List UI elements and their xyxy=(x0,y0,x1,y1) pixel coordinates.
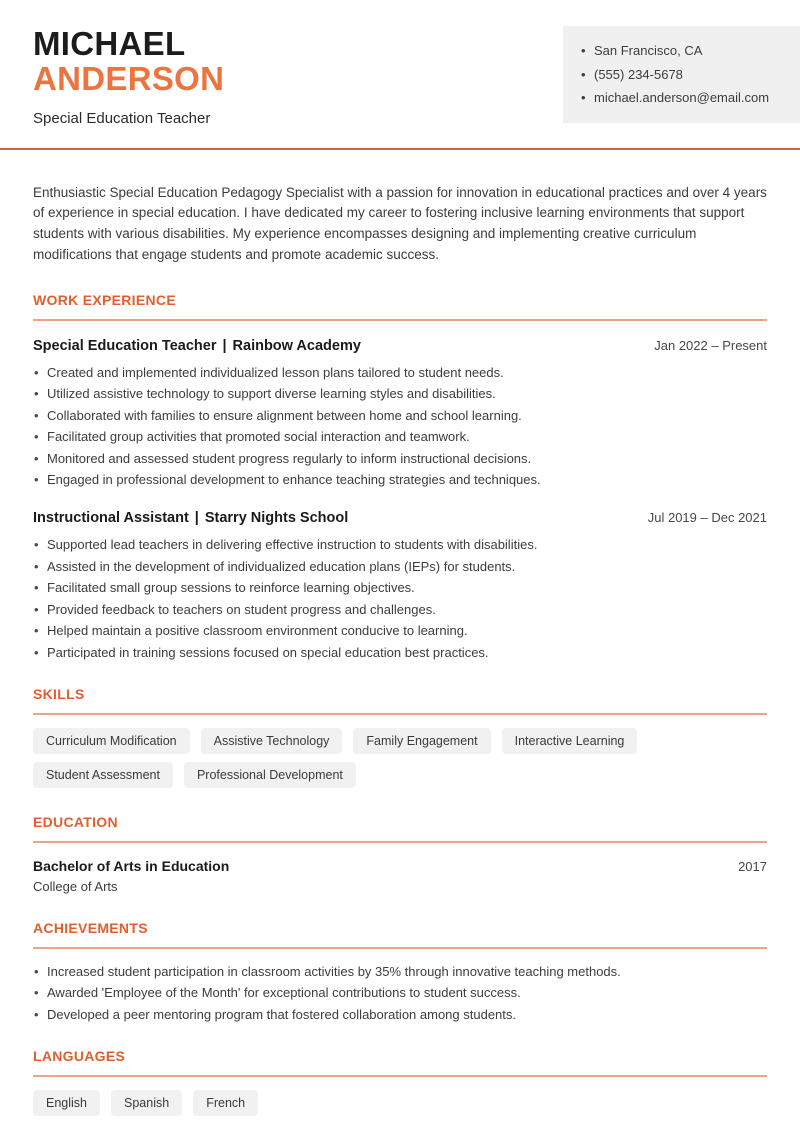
job-bullet-list xyxy=(33,365,767,488)
skills-pill-list xyxy=(33,728,673,788)
job-bullet: • Engaged in professional development to enhance teaching strategies and techniques. xyxy=(33,472,767,487)
job-bullet: • Facilitated small group sessions to reinforce learning objectives. xyxy=(33,580,767,595)
first-name: MICHAEL xyxy=(33,25,186,62)
candidate-name xyxy=(33,26,224,97)
job-title: Special Education Teacher xyxy=(33,337,217,354)
skill-pill: Curriculum Modification xyxy=(33,728,190,754)
skill-pill: Assistive Technology xyxy=(201,728,343,754)
job-bullet-list xyxy=(33,537,767,660)
job-bullet: • Supported lead teachers in delivering effective instruction to students with disabilities. xyxy=(33,537,767,552)
contact-item: • San Francisco, CA xyxy=(581,39,782,63)
resume-body xyxy=(0,183,800,1116)
job-header-row xyxy=(33,338,767,354)
job-bullet: • Participated in training sessions focused on special education best practices. xyxy=(33,645,767,660)
section-education xyxy=(33,814,767,894)
section-work-experience xyxy=(33,292,767,660)
skill-pill: Family Engagement xyxy=(353,728,490,754)
education-entry xyxy=(33,858,767,894)
job-dates: Jan 2022 – Present xyxy=(654,337,767,353)
language-pill: Spanish xyxy=(111,1090,182,1116)
name-block xyxy=(33,26,224,127)
achievements-heading: ACHIEVEMENTS xyxy=(33,920,767,949)
job-company: Starry Nights School xyxy=(204,510,349,527)
education-heading: EDUCATION xyxy=(33,814,767,843)
job-bullet: • Monitored and assessed student progress regularly to inform instructional decisions. xyxy=(33,451,767,466)
contact-card xyxy=(563,26,800,123)
section-achievements xyxy=(33,920,767,1022)
school-name: College of Arts xyxy=(33,878,118,894)
job-entry xyxy=(33,510,767,660)
achievement-bullet: • Increased student participation in classroom activities by 35% through innovative teaching methods. xyxy=(33,964,767,979)
job-title: Instructional Assistant xyxy=(33,510,189,527)
language-pill: French xyxy=(193,1090,258,1116)
skill-pill: Interactive Learning xyxy=(502,728,638,754)
section-languages xyxy=(33,1048,767,1116)
job-entry xyxy=(33,338,767,488)
skills-heading: SKILLS xyxy=(33,686,767,715)
achievement-bullet: • Developed a peer mentoring program that fostered collaboration among students. xyxy=(33,1007,767,1022)
achievement-bullet: • Awarded 'Employee of the Month' for exceptional contributions to student success. xyxy=(33,985,767,1000)
contact-item: • michael.anderson@email.com xyxy=(581,86,782,110)
section-skills xyxy=(33,686,767,788)
job-dates: Jul 2019 – Dec 2021 xyxy=(647,510,767,526)
job-bullet: • Created and implemented individualized lesson plans tailored to student needs. xyxy=(33,365,767,380)
education-header-row xyxy=(33,858,767,874)
job-bullet: • Helped maintain a positive classroom environment conducive to learning. xyxy=(33,623,767,638)
language-pill: English xyxy=(33,1090,100,1116)
header-job-title: Special Education Teacher xyxy=(33,109,211,127)
languages-pill-list xyxy=(33,1090,673,1116)
education-year: 2017 xyxy=(738,858,767,874)
job-title-line xyxy=(33,338,361,354)
resume-header xyxy=(0,0,800,127)
job-bullet: • Utilized assistive technology to support diverse learning styles and disabilities. xyxy=(33,386,767,401)
job-bullet: • Facilitated group activities that promoted social interaction and teamwork. xyxy=(33,429,767,444)
job-bullet: • Collaborated with families to ensure alignment between home and school learning. xyxy=(33,408,767,423)
pipe-separator: | xyxy=(222,337,227,354)
contact-list xyxy=(581,39,782,110)
job-header-row xyxy=(33,510,767,526)
job-company: Rainbow Academy xyxy=(232,337,361,354)
degree-title: Bachelor of Arts in Education xyxy=(33,857,230,874)
last-name: ANDERSON xyxy=(33,60,225,98)
languages-heading: LANGUAGES xyxy=(33,1048,767,1077)
header-divider xyxy=(0,148,800,150)
contact-item: • (555) 234-5678 xyxy=(581,63,782,87)
job-title-line xyxy=(33,510,348,526)
work-experience-heading: WORK EXPERIENCE xyxy=(33,292,767,321)
job-bullet: • Provided feedback to teachers on student progress and challenges. xyxy=(33,602,767,617)
skill-pill: Student Assessment xyxy=(33,762,173,788)
job-bullet: • Assisted in the development of individualized education plans (IEPs) for students. xyxy=(33,559,767,574)
pipe-separator: | xyxy=(194,510,199,527)
achievements-list xyxy=(33,964,767,1022)
summary-paragraph: Enthusiastic Special Education Pedagogy Specialist with a passion for innovation in educational practices and over 4 years of experience in special education. I have dedicated my career to fostering inclusive learning environments that support students with various disabilities. My experience encompasses designing and implementing creative curriculum modifications that engage students and promote academic success. xyxy=(33,184,767,262)
skill-pill: Professional Development xyxy=(184,762,356,788)
